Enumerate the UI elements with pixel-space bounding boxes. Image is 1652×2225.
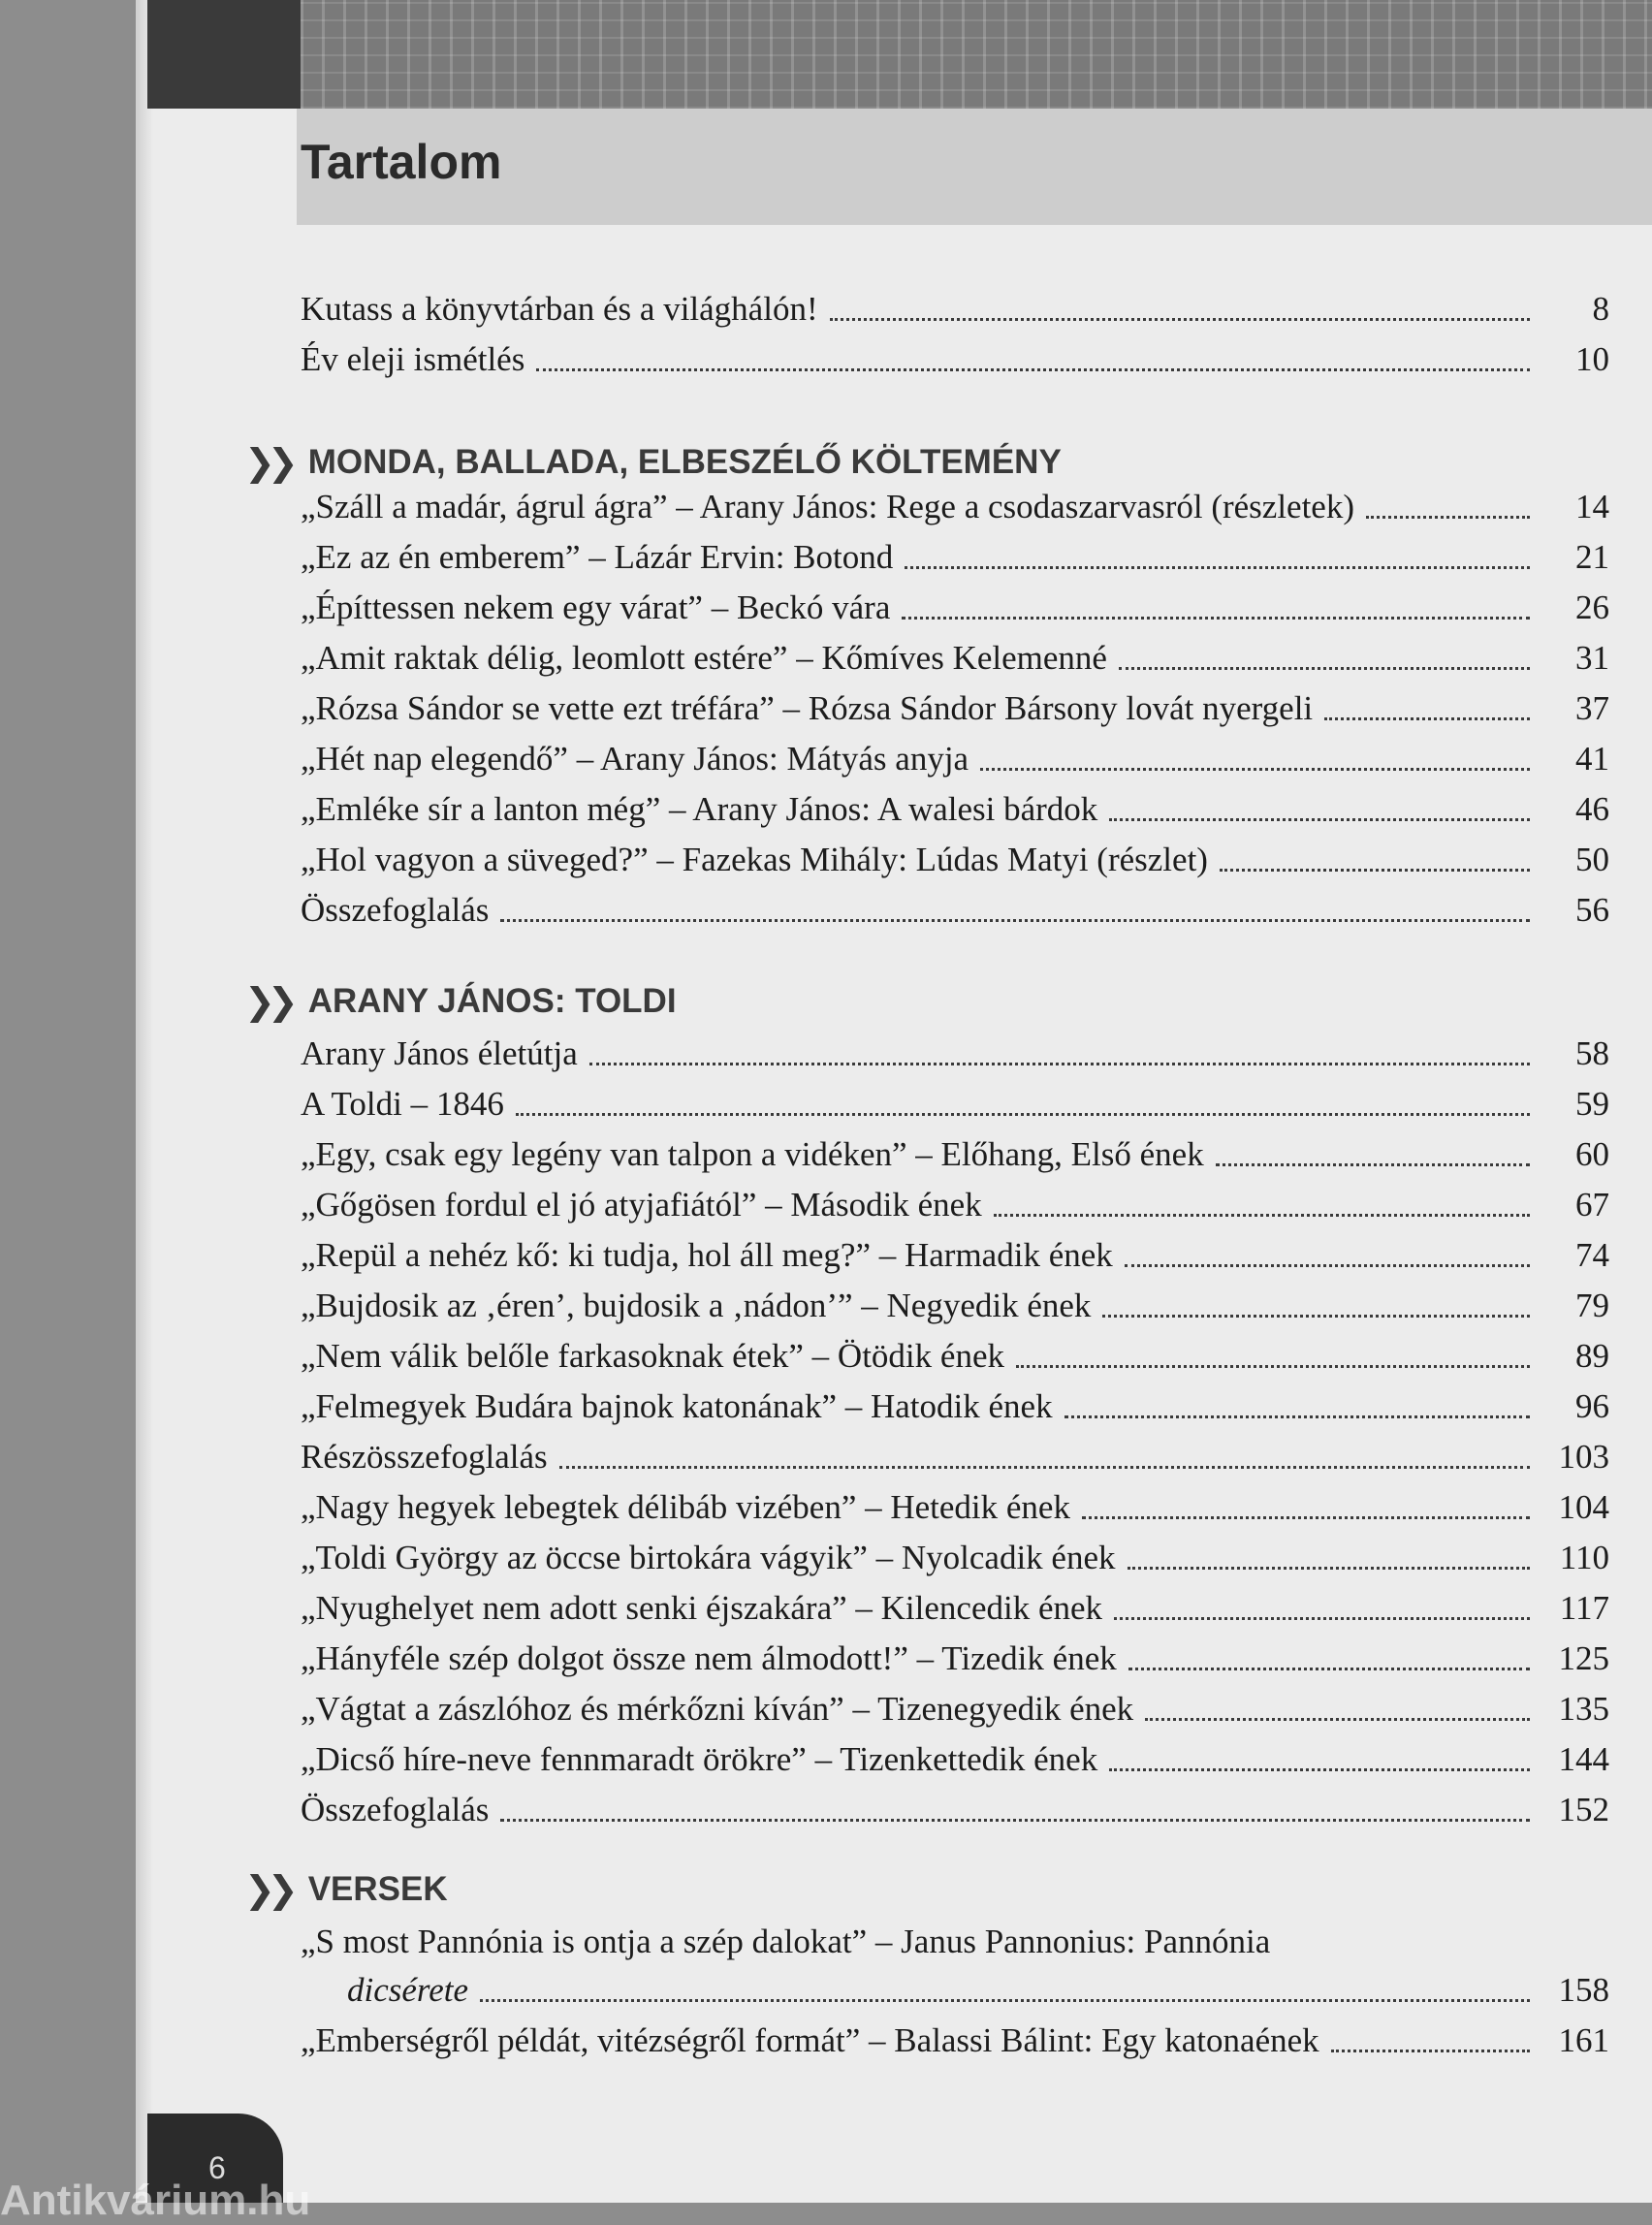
toc-entry	[301, 1379, 1609, 1427]
entry-title: „Nyughelyet nem adott senki éjszakára” – Kilencedik ének	[301, 1589, 1103, 1627]
entry-page: 125	[1558, 1639, 1609, 1677]
entry-page: 104	[1558, 1488, 1609, 1526]
toc-entry	[301, 1782, 1609, 1830]
section-title: ARANY JÁNOS: TOLDI	[307, 982, 677, 1020]
entry-page: 135	[1558, 1690, 1609, 1728]
toc-entry	[301, 1530, 1609, 1578]
dot-leader	[830, 317, 1530, 321]
toc-entry	[301, 281, 1609, 330]
entry-page: 56	[1575, 891, 1609, 929]
entry-page: 46	[1575, 790, 1609, 828]
dot-leader	[536, 367, 1530, 371]
toc-entry	[301, 1429, 1609, 1478]
toc-entry	[301, 630, 1609, 679]
section-heading	[244, 977, 677, 1026]
entry-title: „Amit raktak délig, leomlott estére” – Kőmíves Kelemenné	[301, 639, 1107, 677]
entry-page: 110	[1559, 1539, 1609, 1576]
entry-title: Kutass a könyvtárban és a világhálón!	[301, 290, 818, 328]
toc-entry	[301, 1278, 1609, 1326]
entry-title: „Egy, csak egy legény van talpon a vidéken” – Előhang, Első ének	[301, 1135, 1204, 1173]
entry-title: „Nem válik belőle farkasoknak étek” – Ötödik ének	[301, 1337, 1004, 1375]
dot-leader	[1102, 1314, 1530, 1318]
dot-leader	[480, 1998, 1530, 2002]
entry-page: 79	[1575, 1287, 1609, 1324]
entry-title: „Hét nap elegendő” – Arany János: Mátyás anyja	[301, 740, 969, 778]
dot-leader	[994, 1213, 1530, 1217]
entry-page: 58	[1575, 1034, 1609, 1072]
entry-page: 158	[1558, 1971, 1609, 2009]
dot-leader	[980, 767, 1530, 771]
entry-title: Részösszefoglalás	[301, 1438, 548, 1476]
entry-page: 74	[1575, 1236, 1609, 1274]
dot-leader	[1128, 1667, 1530, 1670]
entry-page: 103	[1558, 1438, 1609, 1476]
toc-entry	[301, 1580, 1609, 1629]
entry-title: „Hol vagyon a süveged?” – Fazekas Mihály: Lúdas Matyi (részlet)	[301, 841, 1208, 878]
toc-entry	[301, 580, 1609, 628]
dot-leader	[500, 918, 1530, 922]
entry-title: „Hányféle szép dolgot össze nem álmodott!” – Tizedik ének	[301, 1639, 1117, 1677]
entry-page: 41	[1575, 740, 1609, 778]
toc-entry	[301, 1127, 1609, 1175]
toc-entry	[301, 1681, 1609, 1730]
entry-title: „Felmegyek Budára bajnok katonának” – Hatodik ének	[301, 1387, 1053, 1425]
toc-entry	[301, 332, 1609, 380]
entry-page: 50	[1575, 841, 1609, 878]
dot-leader	[1114, 1616, 1530, 1620]
entry-title: „Vágtat a zászlóhoz és mérkőzni kíván” – Tizenegyedik ének	[301, 1690, 1134, 1728]
toc-entry	[301, 1177, 1609, 1225]
entry-title: „Ez az én emberem” – Lázár Ervin: Botond	[301, 538, 894, 576]
entry-page: 26	[1575, 588, 1609, 626]
entry-title: „Emberségről példát, vitézségről formát” – Balassi Bálint: Egy katonaének	[301, 2021, 1319, 2059]
toc-entry	[301, 1732, 1609, 1780]
toc-entry	[301, 1026, 1609, 1074]
entry-title: „Repül a nehéz kő: ki tudja, hol áll meg?” – Harmadik ének	[301, 1236, 1113, 1274]
toc-entry	[301, 529, 1609, 578]
double-chevron-icon: ❯❯	[244, 442, 291, 484]
dot-leader	[1125, 1263, 1530, 1267]
entry-title: „Dicső híre-neve fennmaradt örökre” – Tizenkettedik ének	[301, 1740, 1098, 1778]
page-number: 6	[208, 2150, 226, 2185]
entry-title: „Nagy hegyek lebegtek délibáb vizében” – Hetedik ének	[301, 1488, 1070, 1526]
toc-entry	[301, 479, 1609, 527]
dot-leader	[1119, 666, 1530, 670]
toc-entry	[301, 1328, 1609, 1377]
dot-leader	[1331, 2049, 1530, 2052]
entry-title: Összefoglalás	[301, 1791, 490, 1828]
dot-leader	[902, 616, 1530, 620]
double-chevron-icon: ❯❯	[244, 981, 291, 1023]
entry-page: 37	[1575, 689, 1609, 727]
dot-leader	[1109, 1767, 1530, 1771]
dot-leader	[1324, 716, 1530, 720]
toc-entry	[301, 681, 1609, 729]
entry-title: dicsérete	[347, 1971, 469, 2009]
dot-leader	[1145, 1717, 1530, 1721]
entry-page: 152	[1558, 1791, 1609, 1828]
entry-page: 89	[1575, 1337, 1609, 1375]
toc-entry	[301, 882, 1609, 931]
toc-entry	[301, 781, 1609, 830]
entry-title: „Toldi György az öccse birtokára vágyik” – Nyolcadik ének	[301, 1539, 1116, 1576]
dot-leader	[1216, 1162, 1530, 1166]
entry-page: 59	[1575, 1085, 1609, 1123]
toc-entry	[301, 1076, 1609, 1125]
section-heading	[244, 1865, 448, 1914]
entry-page: 8	[1592, 290, 1609, 328]
entry-title: „Száll a madár, ágrul ágra” – Arany János: Rege a csodaszarvasról (részletek)	[301, 488, 1354, 525]
entry-page: 21	[1575, 538, 1609, 576]
section-title: MONDA, BALLADA, ELBESZÉLŐ KÖLTEMÉNY	[307, 443, 1062, 481]
dot-leader	[1109, 817, 1530, 821]
dot-leader	[1220, 868, 1530, 872]
dot-leader	[1064, 1414, 1530, 1418]
entry-page: 117	[1559, 1589, 1609, 1627]
entry-page: 67	[1575, 1186, 1609, 1224]
dot-leader	[1016, 1364, 1530, 1368]
toc-entry	[301, 1227, 1609, 1276]
page-title: Tartalom	[301, 135, 502, 189]
toc-entry	[301, 1914, 1609, 1962]
toc-entry	[301, 832, 1609, 880]
dot-leader	[1128, 1566, 1531, 1570]
dot-leader	[500, 1818, 1530, 1822]
dot-leader	[516, 1112, 1530, 1116]
double-chevron-icon: ❯❯	[244, 1869, 291, 1911]
section-title: VERSEK	[307, 1870, 448, 1908]
entry-page: 14	[1575, 488, 1609, 525]
entry-title: „Rózsa Sándor se vette ezt tréfára” – Rózsa Sándor Bársony lovát nyergeli	[301, 689, 1314, 727]
dot-leader	[1366, 515, 1530, 519]
toc-entry	[301, 731, 1609, 779]
entry-title: „Gőgösen fordul el jó atyjafiától” – Második ének	[301, 1186, 982, 1224]
entry-page: 60	[1575, 1135, 1609, 1173]
entry-title: Év eleji ismétlés	[301, 340, 525, 378]
entry-title: Összefoglalás	[301, 891, 490, 929]
dot-leader	[905, 565, 1530, 569]
entry-title: A Toldi – 1846	[301, 1085, 504, 1123]
toc-entry	[301, 2013, 1609, 2061]
entry-title: „Emléke sír a lanton még” – Arany János: A walesi bárdok	[301, 790, 1098, 828]
watermark: Antikvárium.hu	[0, 2177, 311, 2224]
toc-entry-continuation	[347, 1962, 1609, 2011]
toc-entry	[301, 1631, 1609, 1679]
entry-page: 96	[1575, 1387, 1609, 1425]
entry-page: 161	[1558, 2021, 1609, 2059]
entry-title: „S most Pannónia is ontja a szép dalokat” – Janus Pannonius: Pannónia	[301, 1923, 1271, 1960]
dot-leader	[559, 1465, 1530, 1469]
entry-title: „Bujdosik az ‚éren’, bujdosik a ‚nádon’” – Negyedik ének	[301, 1287, 1092, 1324]
entry-title: „Építtessen nekem egy várat” – Beckó vára	[301, 588, 891, 626]
entry-title: Arany János életútja	[301, 1034, 578, 1072]
entry-page: 31	[1575, 639, 1609, 677]
entry-page: 144	[1558, 1740, 1609, 1778]
dot-leader	[1082, 1515, 1530, 1519]
toc-entry	[301, 1479, 1609, 1528]
dot-leader	[589, 1062, 1530, 1065]
entry-page: 10	[1575, 340, 1609, 378]
